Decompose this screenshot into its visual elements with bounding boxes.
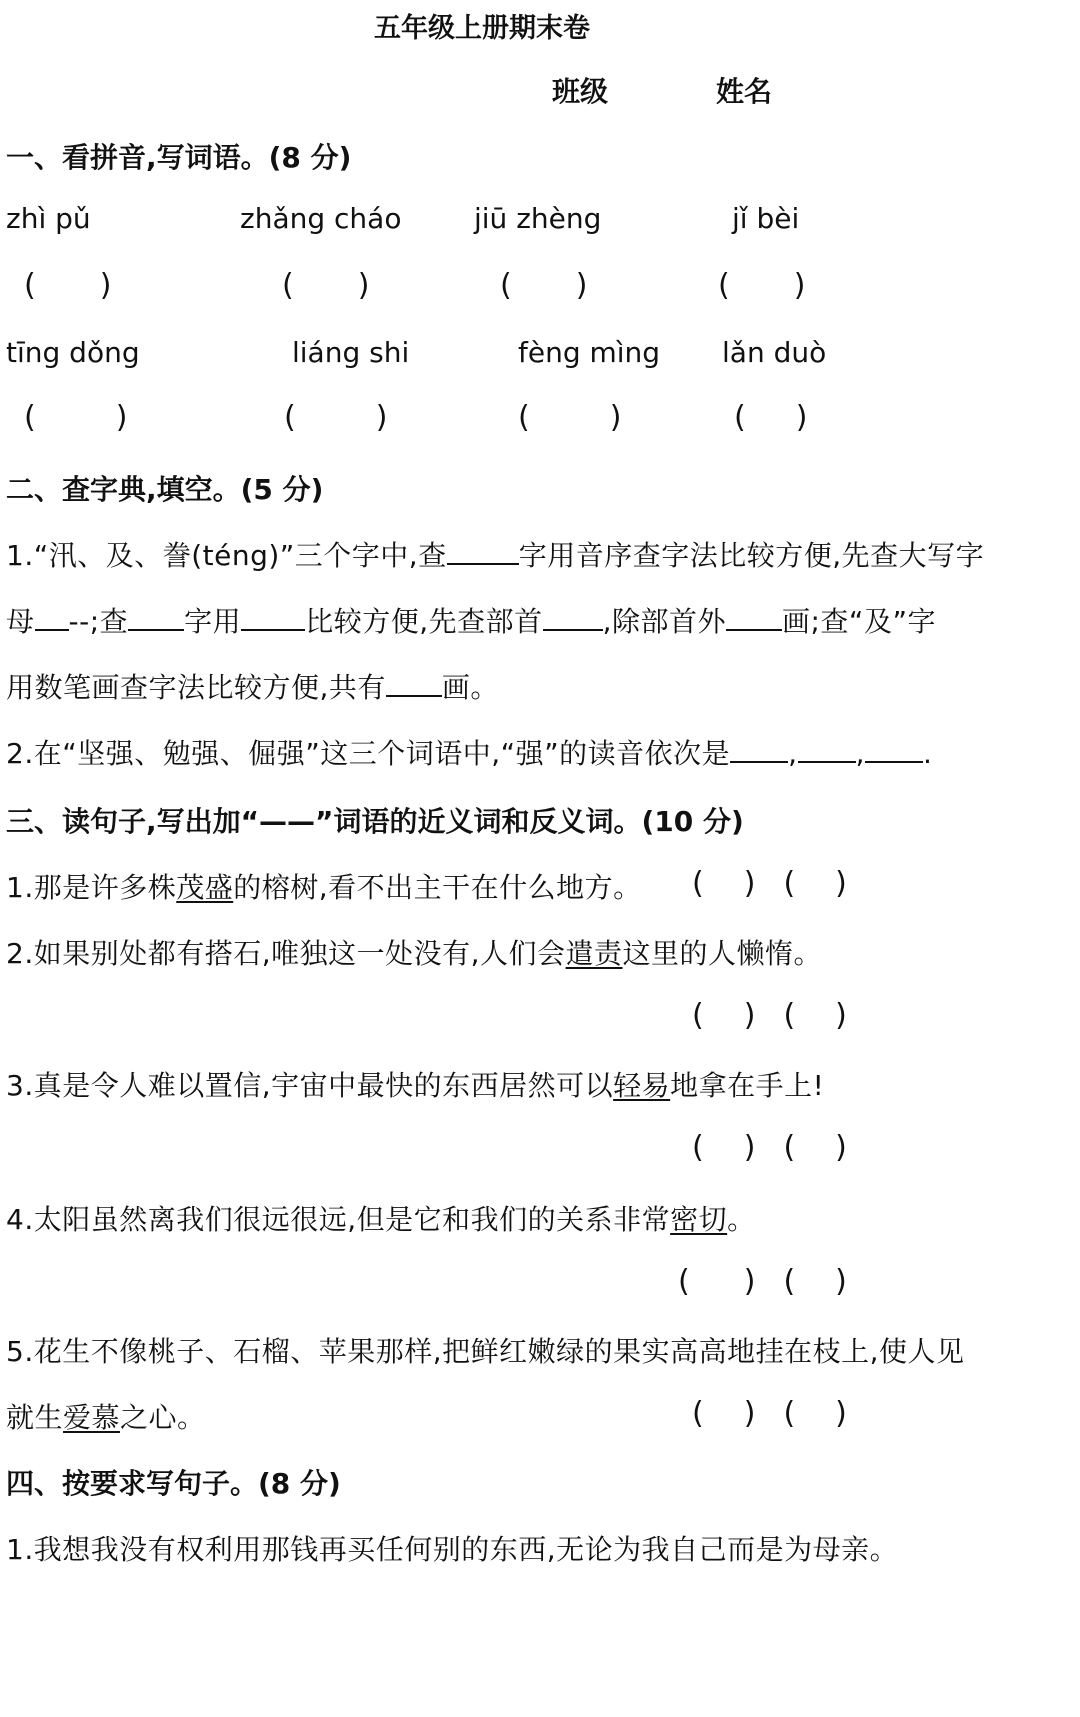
underlined-word: 爱慕: [63, 1401, 121, 1434]
question-3-4: 4.太阳虽然离我们很远很远,但是它和我们的关系非常密切。: [6, 1203, 756, 1236]
question-3-3: 3.真是令人难以置信,宇宙中最快的东西居然可以轻易地拿在手上!: [6, 1069, 825, 1102]
pinyin-zhangchao: zhǎng cháo: [240, 202, 402, 235]
answer-box-6[interactable]: ( ): [284, 400, 388, 435]
answer-box-1[interactable]: ( ): [24, 268, 112, 303]
fill-blank[interactable]: [35, 603, 69, 631]
question-3-5-line-1: 5.花生不像桃子、石榴、苹果那样,把鲜红嫩绿的果实高高地挂在枝上,使人见: [6, 1335, 965, 1368]
question-2-2: 2.在“坚强、勉强、倔强”这三个词语中,“强”的读音依次是 , , .: [6, 737, 933, 770]
fill-blank[interactable]: [865, 735, 923, 763]
answer-pair-2[interactable]: ( ) ( ): [692, 998, 847, 1033]
section-4-heading: 四、按要求写句子。(8 分): [6, 1467, 341, 1500]
underlined-word: 轻易: [613, 1069, 671, 1102]
question-2-1-line-1: 1.“汛、及、誊(téng)”三个字中,查 字用音序查字法比较方便,先查大写字: [6, 539, 985, 572]
question-2-1-line-3: 用数笔画查字法比较方便,共有 画。: [6, 671, 499, 704]
question-3-1: 1.那是许多株茂盛的榕树,看不出主干在什么地方。: [6, 871, 642, 904]
underlined-word: 遣责: [565, 937, 623, 970]
answer-box-3[interactable]: ( ): [500, 268, 588, 303]
question-3-5-line-2: 就生爱慕之心。: [6, 1401, 206, 1434]
section-2-heading: 二、查字典,填空。(5 分): [6, 473, 324, 506]
pinyin-jiuzheng: jiū zhèng: [474, 202, 602, 235]
pinyin-landuo: lǎn duò: [722, 336, 827, 369]
answer-box-4[interactable]: ( ): [718, 268, 806, 303]
answer-pair-4[interactable]: ( ) ( ): [678, 1264, 847, 1299]
question-4-1: 1.我想我没有权利用那钱再买任何别的东西,无论为我自己而是为母亲。: [6, 1533, 899, 1566]
section-1-heading: 一、看拼音,写词语。(8 分): [6, 141, 352, 174]
pinyin-zhipu: zhì pǔ: [6, 202, 91, 235]
pinyin-tingdong: tīng dǒng: [6, 336, 140, 369]
fill-blank[interactable]: [241, 603, 305, 631]
underlined-word: 密切: [670, 1203, 728, 1236]
underlined-word: 茂盛: [176, 871, 234, 904]
answer-pair-1[interactable]: ( ) ( ): [692, 866, 847, 901]
answer-box-5[interactable]: ( ): [24, 400, 128, 435]
question-3-2: 2.如果别处都有搭石,唯独这一处没有,人们会遣责这里的人懒惰。: [6, 937, 823, 970]
name-label: 姓名: [716, 75, 773, 108]
fill-blank[interactable]: [128, 603, 184, 631]
fill-blank[interactable]: [730, 735, 788, 763]
answer-box-8[interactable]: ( ): [734, 400, 808, 435]
page-title: 五年级上册期末卷: [374, 13, 590, 44]
class-label: 班级: [552, 75, 609, 108]
fill-blank[interactable]: [447, 537, 519, 565]
answer-box-7[interactable]: ( ): [518, 400, 622, 435]
answer-box-2[interactable]: ( ): [282, 268, 370, 303]
section-3-heading: 三、读句子,写出加“——”词语的近义词和反义词。(10 分): [6, 805, 744, 838]
pinyin-jibei: jǐ bèi: [732, 202, 800, 235]
pinyin-liangshi: liáng shi: [292, 336, 410, 369]
question-2-1-line-2: 母 --;查 字用 比较方便,先查部首 ,除部首外 画;查“及”字: [6, 605, 936, 638]
answer-pair-3[interactable]: ( ) ( ): [692, 1130, 847, 1165]
fill-blank[interactable]: [726, 603, 782, 631]
fill-blank[interactable]: [798, 735, 856, 763]
fill-blank[interactable]: [386, 669, 442, 697]
pinyin-fengming: fèng mìng: [518, 336, 661, 369]
answer-pair-5[interactable]: ( ) ( ): [692, 1396, 847, 1431]
fill-blank[interactable]: [543, 603, 603, 631]
